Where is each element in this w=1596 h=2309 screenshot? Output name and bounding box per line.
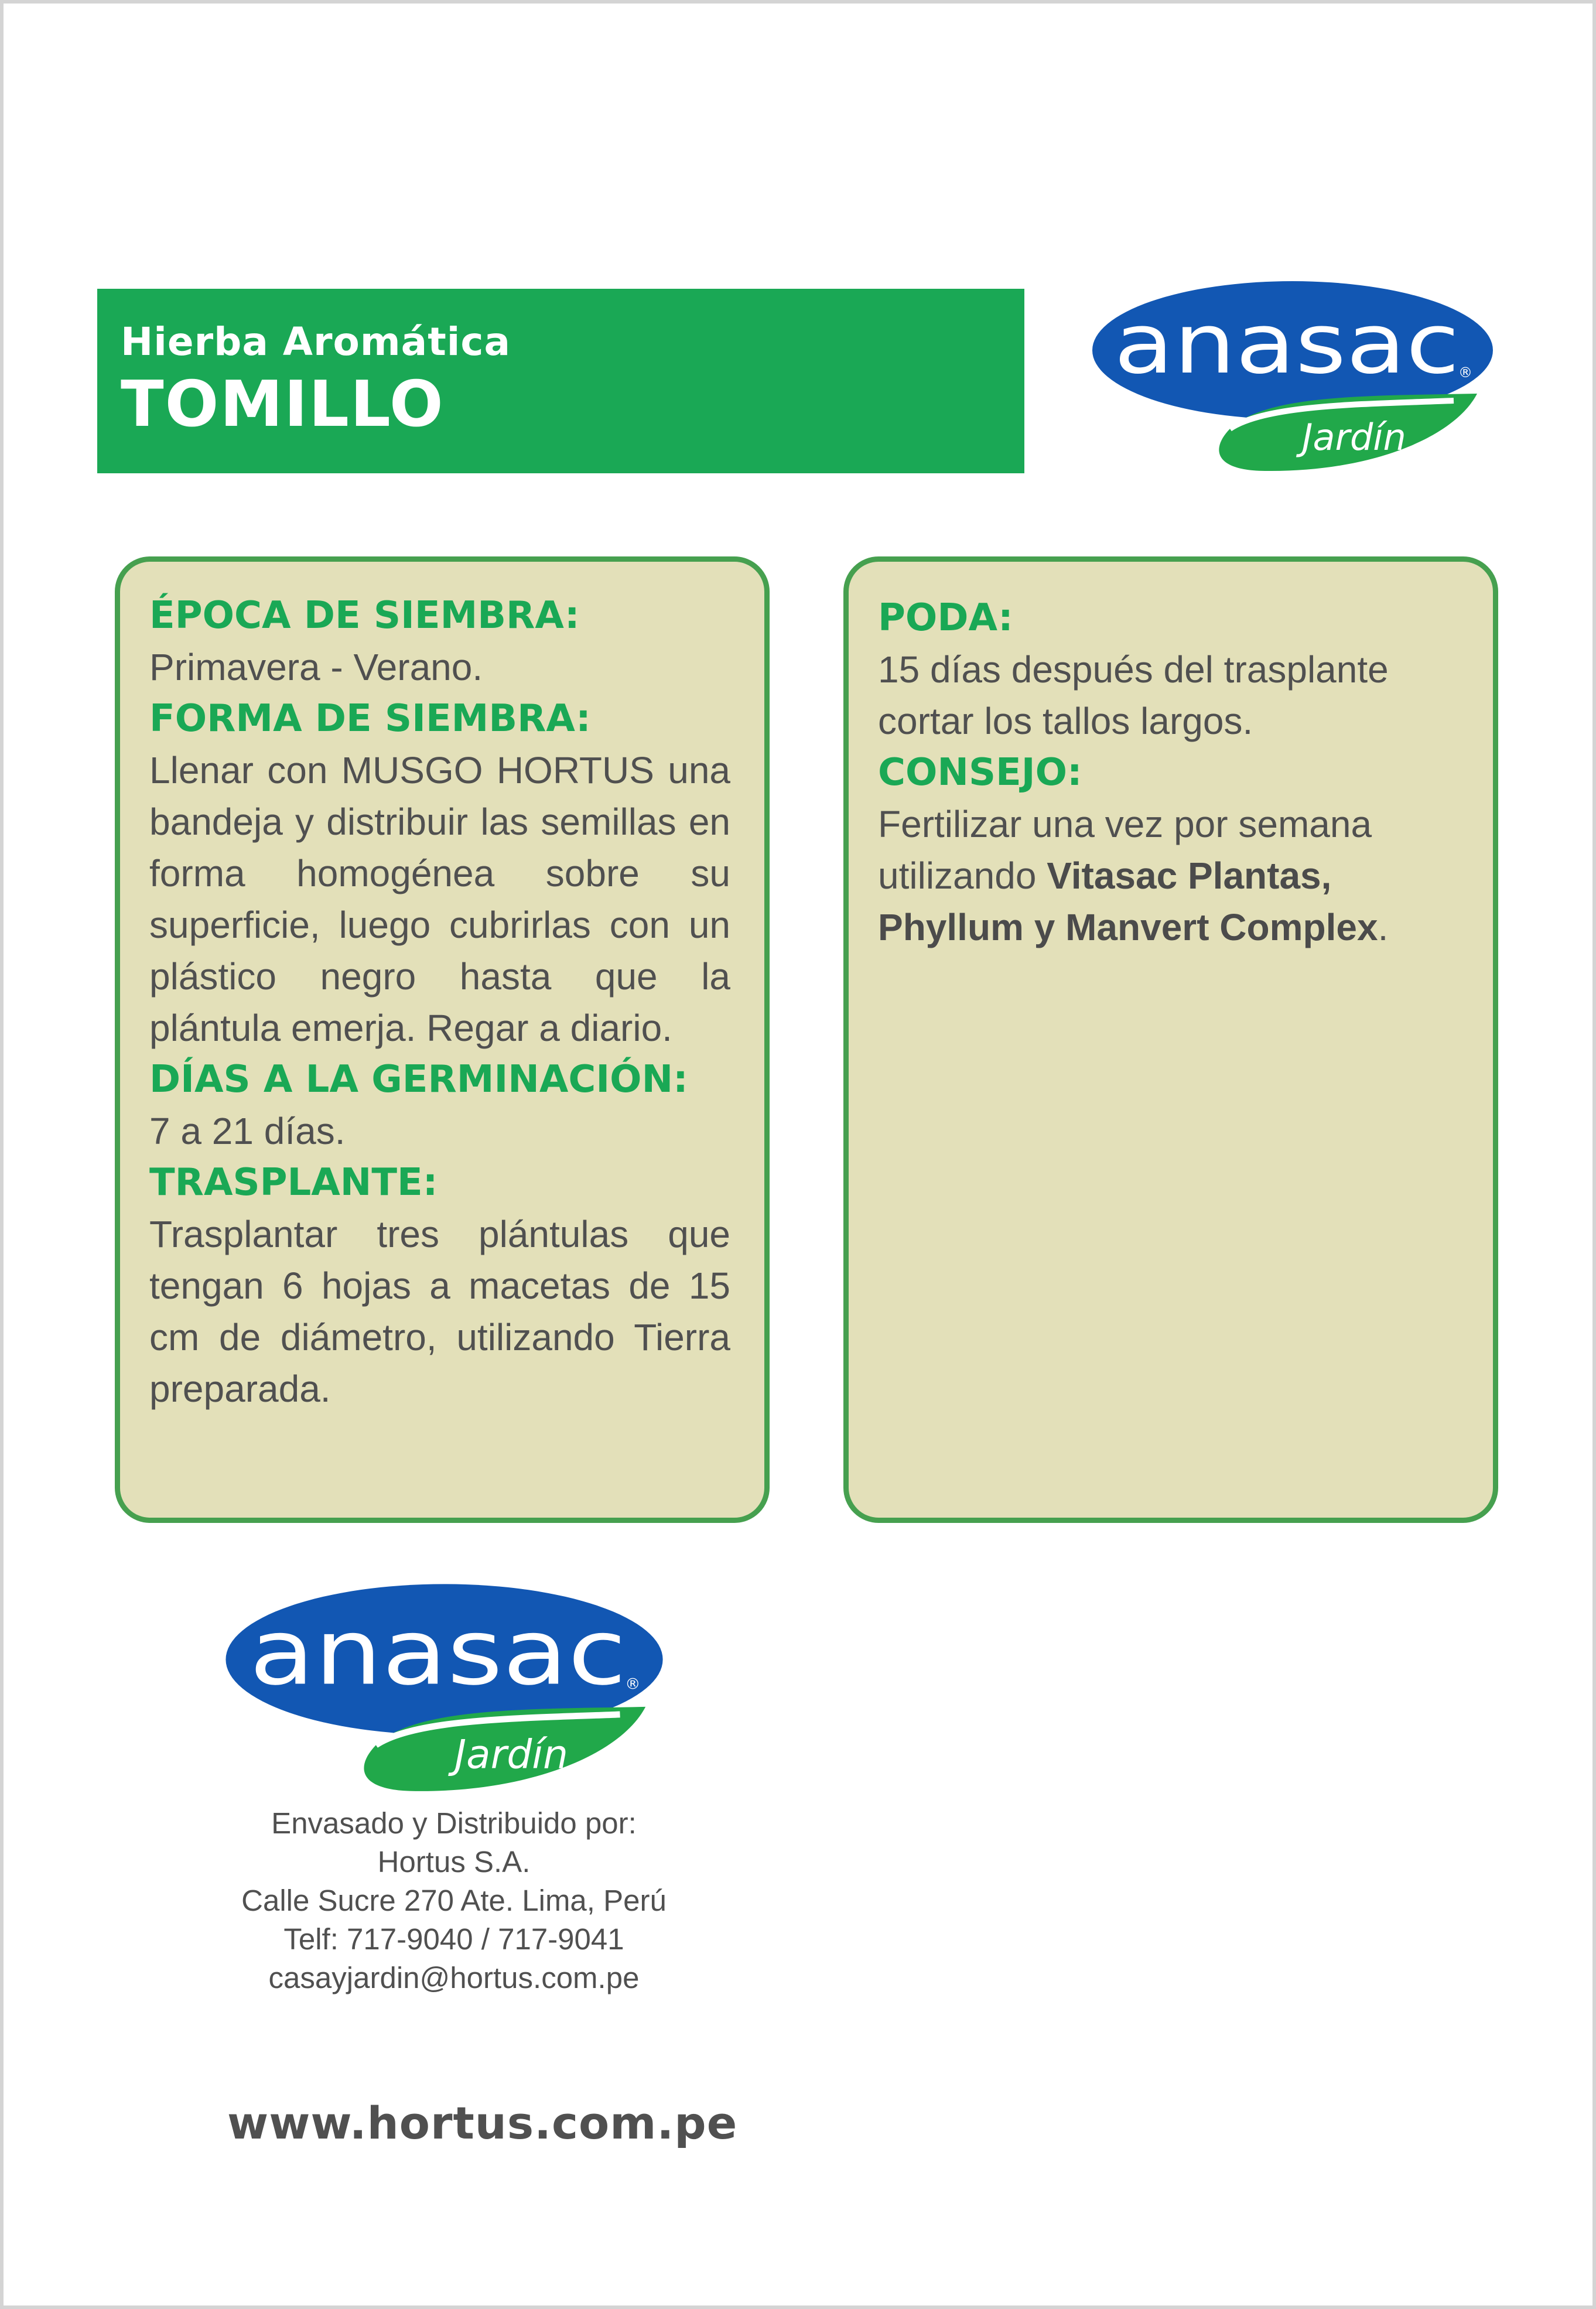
distributor-info	[176, 1804, 732, 1997]
advice-heading: CONSEJO:	[878, 751, 1082, 794]
pruning-text: 15 días después del trasplante cortar los tallos largos.	[878, 648, 1389, 742]
svg-text:®: ®	[625, 1675, 641, 1693]
svg-text:®: ®	[1458, 364, 1472, 381]
advice-text	[878, 798, 1459, 953]
transplant-text: Trasplantar tres plántulas que tengan 6 hojas a macetas de 15 cm de diámetro, utilizando Tierra preparada.	[149, 1213, 730, 1410]
cultivation-info-card	[115, 556, 770, 1523]
advice-text-suffix: .	[1378, 906, 1389, 948]
company-address: Calle Sucre 270 Ate. Lima, Perú	[241, 1884, 667, 1917]
product-name: TOMILLO	[121, 368, 445, 441]
title-banner	[97, 289, 1024, 473]
logo-graphic	[1091, 279, 1501, 472]
website-url: www.hortus.com.pe	[227, 2097, 738, 2149]
sowing-season-heading: ÉPOCA DE SIEMBRA:	[149, 594, 580, 637]
svg-text:Jardín: Jardín	[1302, 416, 1406, 459]
logo-graphic-footer	[224, 1582, 671, 1792]
distributor-label: Envasado y Distribuido por:	[271, 1806, 637, 1840]
company-phone: Telf: 717-9040 / 717-9041	[283, 1922, 624, 1956]
company-name: Hortus S.A.	[377, 1845, 531, 1878]
transplant-heading: TRASPLANTE:	[149, 1161, 438, 1204]
product-category: Hierba Aromática	[121, 319, 511, 364]
germination-days-heading: DÍAS A LA GERMINACIÓN:	[149, 1058, 688, 1101]
anasac-jardin-logo-footer	[224, 1582, 671, 1792]
svg-text:Jardín: Jardín	[454, 1731, 568, 1778]
germination-days-text: 7 a 21 días.	[149, 1110, 346, 1152]
pruning-heading: PODA:	[878, 596, 1013, 640]
svg-text:anasac: anasac	[249, 1599, 627, 1706]
svg-text:anasac: anasac	[1114, 296, 1460, 392]
sowing-method-heading: FORMA DE SIEMBRA:	[149, 697, 591, 740]
sowing-method-text: Llenar con MUSGO HORTUS una bandeja y distribuir las semillas en forma homogénea sobre su superficie, luego cubrirlas con un plástico negro hasta que la plántula emerja. Regar a diario.	[149, 749, 730, 1049]
advice-text-prefix: Fertilizar una vez por semana utilizando	[878, 803, 1372, 897]
care-info-card	[843, 556, 1498, 1523]
anasac-jardin-logo	[1091, 279, 1501, 472]
company-email: casayjardin@hortus.com.pe	[268, 1961, 640, 1994]
sowing-season-text: Primavera - Verano.	[149, 646, 483, 688]
advice-products: Vitasac Plantas, Phyllum y Manvert Complex	[878, 855, 1378, 948]
